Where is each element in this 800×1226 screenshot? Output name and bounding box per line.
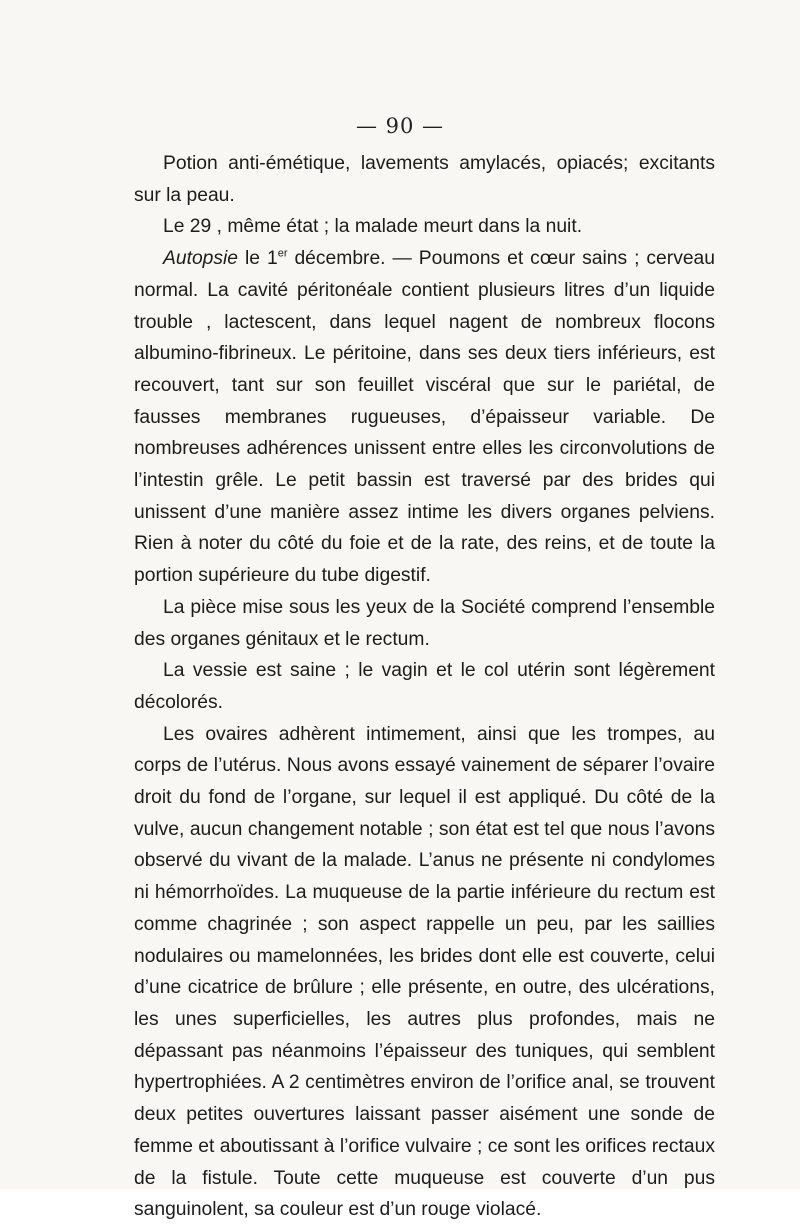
autopsy-day-suffix: er [277, 247, 288, 260]
page-number: — 90 — [355, 114, 445, 138]
body-text [134, 148, 715, 1226]
paragraph-specimen: La pièce mise sous les yeux de la Société comprend l’ensemble des organes génitaux et le rectum. [134, 596, 715, 650]
paragraph-death: Le 29 , même état ; la malade meurt dans la nuit. [163, 216, 583, 238]
autopsy-label: Autopsie [163, 248, 239, 270]
paragraph-treatment: Potion anti-émétique, lavements amylacés, opiacés; excitants sur la peau. [134, 153, 715, 206]
autopsy-text: décembre. — Poumons et cœur sains ; cerveau normal. La cavité péritonéale contient plusieurs litres d’un liquide trouble , lactescent, dans lequel nagent de nombreux flocons albumino-fibrineux. Le péritoine, dans ses deux tiers inférieurs, est recouvert, tant sur son feuillet viscéral que sur le pariétal, de fausses membranes rugueuses, d’épaisseur variable. De nombreuses adhérences unissent entre elles les circonvolutions de l’intestin grêle. Le petit bassin est traversé par des brides qui unissent d’une manière assez intime les divers organes pelviens. Rien à noter du côté du foie et de la rate, des reins, et de toute la portion supérieure du tube digestif. [134, 248, 716, 587]
paragraph-ovaries: Les ovaires adhèrent intimement, ainsi que les trompes, au corps de l’utérus. Nous avons essayé vainement de séparer l’ovaire droit du fond de l’organe, sur lequel il est appliqué. Du côté de la vulve, aucun changement notable ; son état est tel que nous l’avons observé du vivant de la malade. L’anus ne présente ni condylomes ni hémorrhoïdes. La muqueuse de la partie inférieure du rectum est comme chagrinée ; son aspect rappelle un peu, par les saillies nodulaires ou mamelonnées, les brides dont elle est couverte, celui d’une cicatrice de brûlure ; elle présente, en outre, des ulcérations, les unes superficielles, les autres plus profondes, mais ne dépassant pas néanmoins l’épaisseur des tuniques, qui semblent hypertrophiées. A 2 centimètres environ de l’orifice anal, se trouvent deux petites ouvertures laissant passer aisément une sonde de femme et aboutissant à l’orifice vulvaire ; ce sont les orifices rectaux de la fistule. Toute cette muqueuse est couverte d’un pus sanguinolent, sa couleur est d’un rouge violacé. [134, 723, 715, 1221]
autopsy-day: le 1 [238, 248, 278, 270]
paragraph-bladder: La vessie est saine ; le vagin et le col utérin sont légèrement décolorés. [134, 660, 715, 713]
paragraph-autopsy [134, 243, 715, 592]
